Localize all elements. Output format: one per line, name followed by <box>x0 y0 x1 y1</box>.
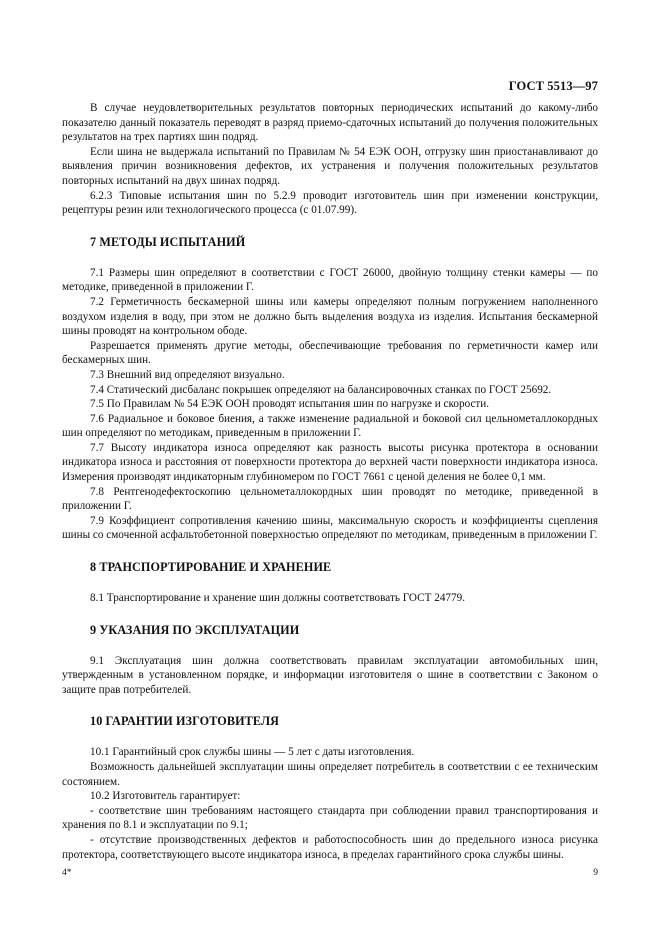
paragraph: 7.4 Статический дисбаланс покрышек определяют на балансировочных станках по ГОСТ 25692. <box>90 383 552 396</box>
section-heading-10: 10 ГАРАНТИИ ИЗГОТОВИТЕЛЯ <box>90 714 280 729</box>
paragraph: 6.2.3 Типовые испытания шин по 5.2.9 проводит изготовитель шин при изменении конструкции, рецептуры резин или технологического процесса (с 01.07.99). <box>62 189 598 217</box>
paragraph: Возможность дальнейшей эксплуатации шины определяет потребитель в соответствии с ее техническим состоянием. <box>62 761 598 788</box>
paragraph: - отсутствие производственных дефектов и работоспособность шин до предельного износа рисунка протектора, соответствующего высоте индикатора износа, в пределах гарантийного срока службы шины. <box>62 833 598 861</box>
document-code: ГОСТ 5513—97 <box>508 79 598 93</box>
paragraph: 10.1 Гарантийный срок службы шины — 5 лет с даты изготовления. <box>90 746 415 759</box>
paragraph: 7.1 Размеры шин определяют в соответствии с ГОСТ 26000, двойную толщину стенки камеры — по методике, приведенной в приложении Г. <box>62 266 598 294</box>
paragraph: 7.6 Радиальное и боковое биения, а также изменение радиальной и боковой сил цельнометаллокордных шин определяют по методикам, приведенным в приложении Г. <box>62 412 598 440</box>
page-content <box>62 101 598 862</box>
paragraph: 10.2 Изготовитель гарантирует: <box>90 790 241 803</box>
paragraph: 7.8 Рентгенодефектоскопию цельнометаллокордных шин проводят по методике, приведенной в приложении Г. <box>62 485 598 513</box>
section-heading-7: 7 МЕТОДЫ ИСПЫТАНИЙ <box>90 234 246 249</box>
paragraph: - соответствие шин требованиям настоящего стандарта при соблюдении правил транспортирования и хранения по 8.1 и эксплуатации по 9.1; <box>62 804 598 832</box>
page-number: 9 <box>593 868 598 878</box>
paragraph: 7.5 По Правилам № 54 ЕЭК ООН проводят испытания шин по нагрузке и скорости. <box>90 398 490 411</box>
paragraph: Если шина не выдержала испытаний по Правилам № 54 ЕЭК ООН, отгрузку шин приостанавливают до выявления причин возникновения дефектов, их устранения и получения положительных результатов повторных испытаний на двух шинах подряд. <box>62 145 598 187</box>
paragraph: 7.9 Коэффициент сопротивления качению шины, максимальную скорость и коэффициенты сцепления шины со смоченной асфальтобетонной поверхностью определяют по методикам, приведенным в приложении Г. <box>62 514 598 542</box>
paragraph: 7.2 Герметичность бескамерной шины или камеры определяют полным погружением наполненного воздухом изделия в воду, при этом не должно быть выделения воздуха из изделия. Испытания бескамерной шины проводят на контрольном ободе. <box>62 295 598 338</box>
paragraph: 9.1 Эксплуатация шин должна соответствовать правилам эксплуатации автомобильных шин, утвержденным в установленном порядке, и информации изготовителя о шине в соответствии с Законом о защите прав потребителей. <box>62 654 598 696</box>
paragraph: 8.1 Транспортирование и хранение шин должны соответствовать ГОСТ 24779. <box>90 592 466 605</box>
footer-mark: 4* <box>62 868 72 878</box>
paragraph: Разрешается применять другие методы, обеспечивающие требования по герметичности камер или бескамерных шин. <box>62 339 598 367</box>
paragraph: 7.3 Внешний вид определяют визуально. <box>90 368 285 381</box>
paragraph: В случае неудовлетворительных результатов повторных периодических испытаний до какому-либо показателю данный показатель переводят в разряд приемо-сдаточных испытаний до получения положительных результатов на трех партиях шин подряд. <box>62 102 598 144</box>
paragraph: 7.7 Высоту индикатора износа определяют как разность высоты рисунка протектора в основании индикатора износа и расстояния от поверхности протектора до верхней части поверхности индикатора износа. Измерения производят индикаторным глубиномером по ГОСТ 7661 с ценой деления не более 0,1 мм. <box>62 441 598 484</box>
section-heading-9: 9 УКАЗАНИЯ ПО ЭКСПЛУАТАЦИИ <box>90 622 300 637</box>
section-heading-8: 8 ТРАНСПОРТИРОВАНИЕ И ХРАНЕНИЕ <box>90 560 332 575</box>
